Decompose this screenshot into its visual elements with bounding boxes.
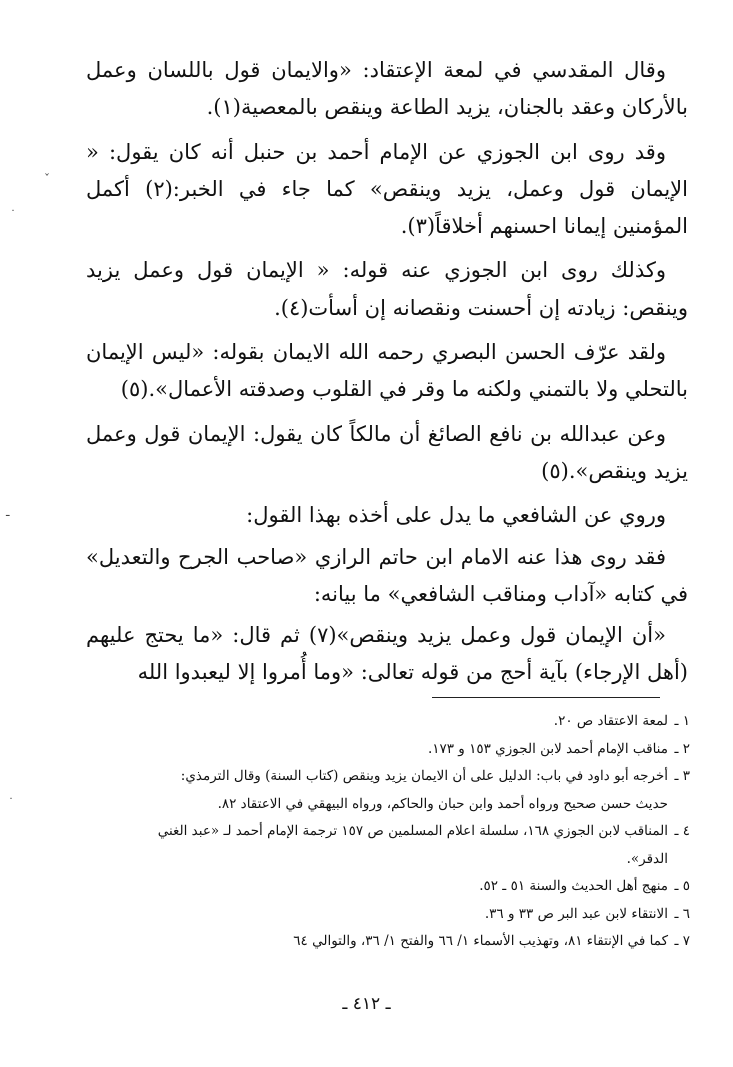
- footnote-text: منهج أهل الحديث والسنة ٥١ ـ ٥٢.: [479, 878, 668, 894]
- main-text: [86, 52, 688, 699]
- footnote-4: [150, 818, 690, 873]
- footnote-5: [150, 873, 690, 901]
- footnotes: [150, 708, 690, 956]
- paragraph-1: وقال المقدسي في لمعة الإعتقاد: «والايمان قول باللسان وعمل بالأركان وعقد بالجنان، يزيد الطاعة وينقص بالمعصية(١).: [86, 58, 688, 120]
- footnote-number: ٧ ـ: [674, 933, 690, 949]
- footnote-number: ٢ ـ: [674, 740, 690, 757]
- paragraph-3: وكذلك روى ابن الجوزي عنه قوله: « الإيمان قول وعمل يزيد وينقص: زيادته إن أحسنت ونقصانه إن أسأت(٤).: [86, 258, 688, 320]
- footnote-text: الانتقاء لابن عبد البر ص ٣٣ و ٣٦.: [484, 905, 668, 922]
- footnote-text: لمعة الاعتقاد ص ٢٠.: [553, 713, 668, 729]
- paragraph-4: ولقد عرّف الحسن البصري رحمه الله الايمان بقوله: «ليس الإيمان بالتحلي ولا بالتمني ولكنه ما وقر في القلوب وصدقته الأعمال».(٥): [86, 340, 688, 402]
- footnote-number: ٣ ـ: [674, 768, 690, 784]
- margin-mark: ـ: [6, 505, 10, 519]
- footnote-text: أخرجه أبو داود في باب: الدليل على أن الايمان يزيد وينقص (كتاب السنة) وقال الترمذي: حديث حسن صحيح ورواه أحمد وابن حبان والحاكم، ورواه البيهقي في الاعتقاد ٨٢.: [180, 768, 668, 812]
- paragraph-8: «أن الإيمان قول وعمل يزيد وينقص»(٧) ثم قال: «ما يحتج عليهم (أهل الإرجاء) بآية أحج من قوله تعالى: «وما أُمروا إلا ليعبدوا الله: [86, 623, 688, 685]
- footnote-6: [150, 901, 690, 929]
- footnote-number: ٦ ـ: [674, 905, 690, 922]
- footnote-7: [150, 928, 690, 956]
- margin-mark: ˙: [8, 796, 14, 810]
- margin-mark: ˙: [10, 208, 16, 222]
- footnote-3: [150, 763, 690, 818]
- margin-mark: ˇ: [44, 172, 50, 186]
- footnote-number: ٥ ـ: [674, 878, 690, 894]
- paragraph-7: فقد روى هذا عنه الامام ابن حاتم الرازي «صاحب الجرح والتعديل» في كتابه «آداب ومناقب الشافعي» ما بيانه:: [86, 544, 688, 606]
- footnote-text: كما في الإنتقاء ٨١، وتهذيب الأسماء ١/ ٦٦ والفتح ١/ ٣٦، والتوالي ٦٤: [293, 933, 668, 949]
- page-number: ـ ٤١٢ ـ: [342, 994, 391, 1014]
- footnote-divider: [432, 697, 660, 698]
- footnote-1: [150, 708, 690, 736]
- footnote-number: ٤ ـ: [674, 823, 690, 839]
- paragraph-2: وقد روى ابن الجوزي عن الإمام أحمد بن حنبل أنه كان يقول: « الإيمان قول وعمل، يزيد وينقص» كما جاء في الخبر:(٢) أكمل المؤمنين إيمانا احسنهم أخلاقاً(٣).: [86, 139, 688, 239]
- paragraph-5: وعن عبدالله بن نافع الصائغ أن مالكاً كان يقول: الإيمان قول وعمل يزيد وينقص».(٥): [86, 421, 688, 483]
- footnote-text: المناقب لابن الجوزي ١٦٨، سلسلة اعلام المسلمين ص ١٥٧ ترجمة الإمام أحمد لـ «عبد الغني الدقر».: [157, 823, 668, 867]
- footnote-2: [150, 736, 690, 764]
- paragraph-6: وروي عن الشافعي ما يدل على أخذه بهذا القول:: [246, 503, 666, 528]
- footnote-text: مناقب الإمام أحمد لابن الجوزي ١٥٣ و ١٧٣.: [427, 740, 668, 757]
- footnote-number: ١ ـ: [674, 713, 690, 729]
